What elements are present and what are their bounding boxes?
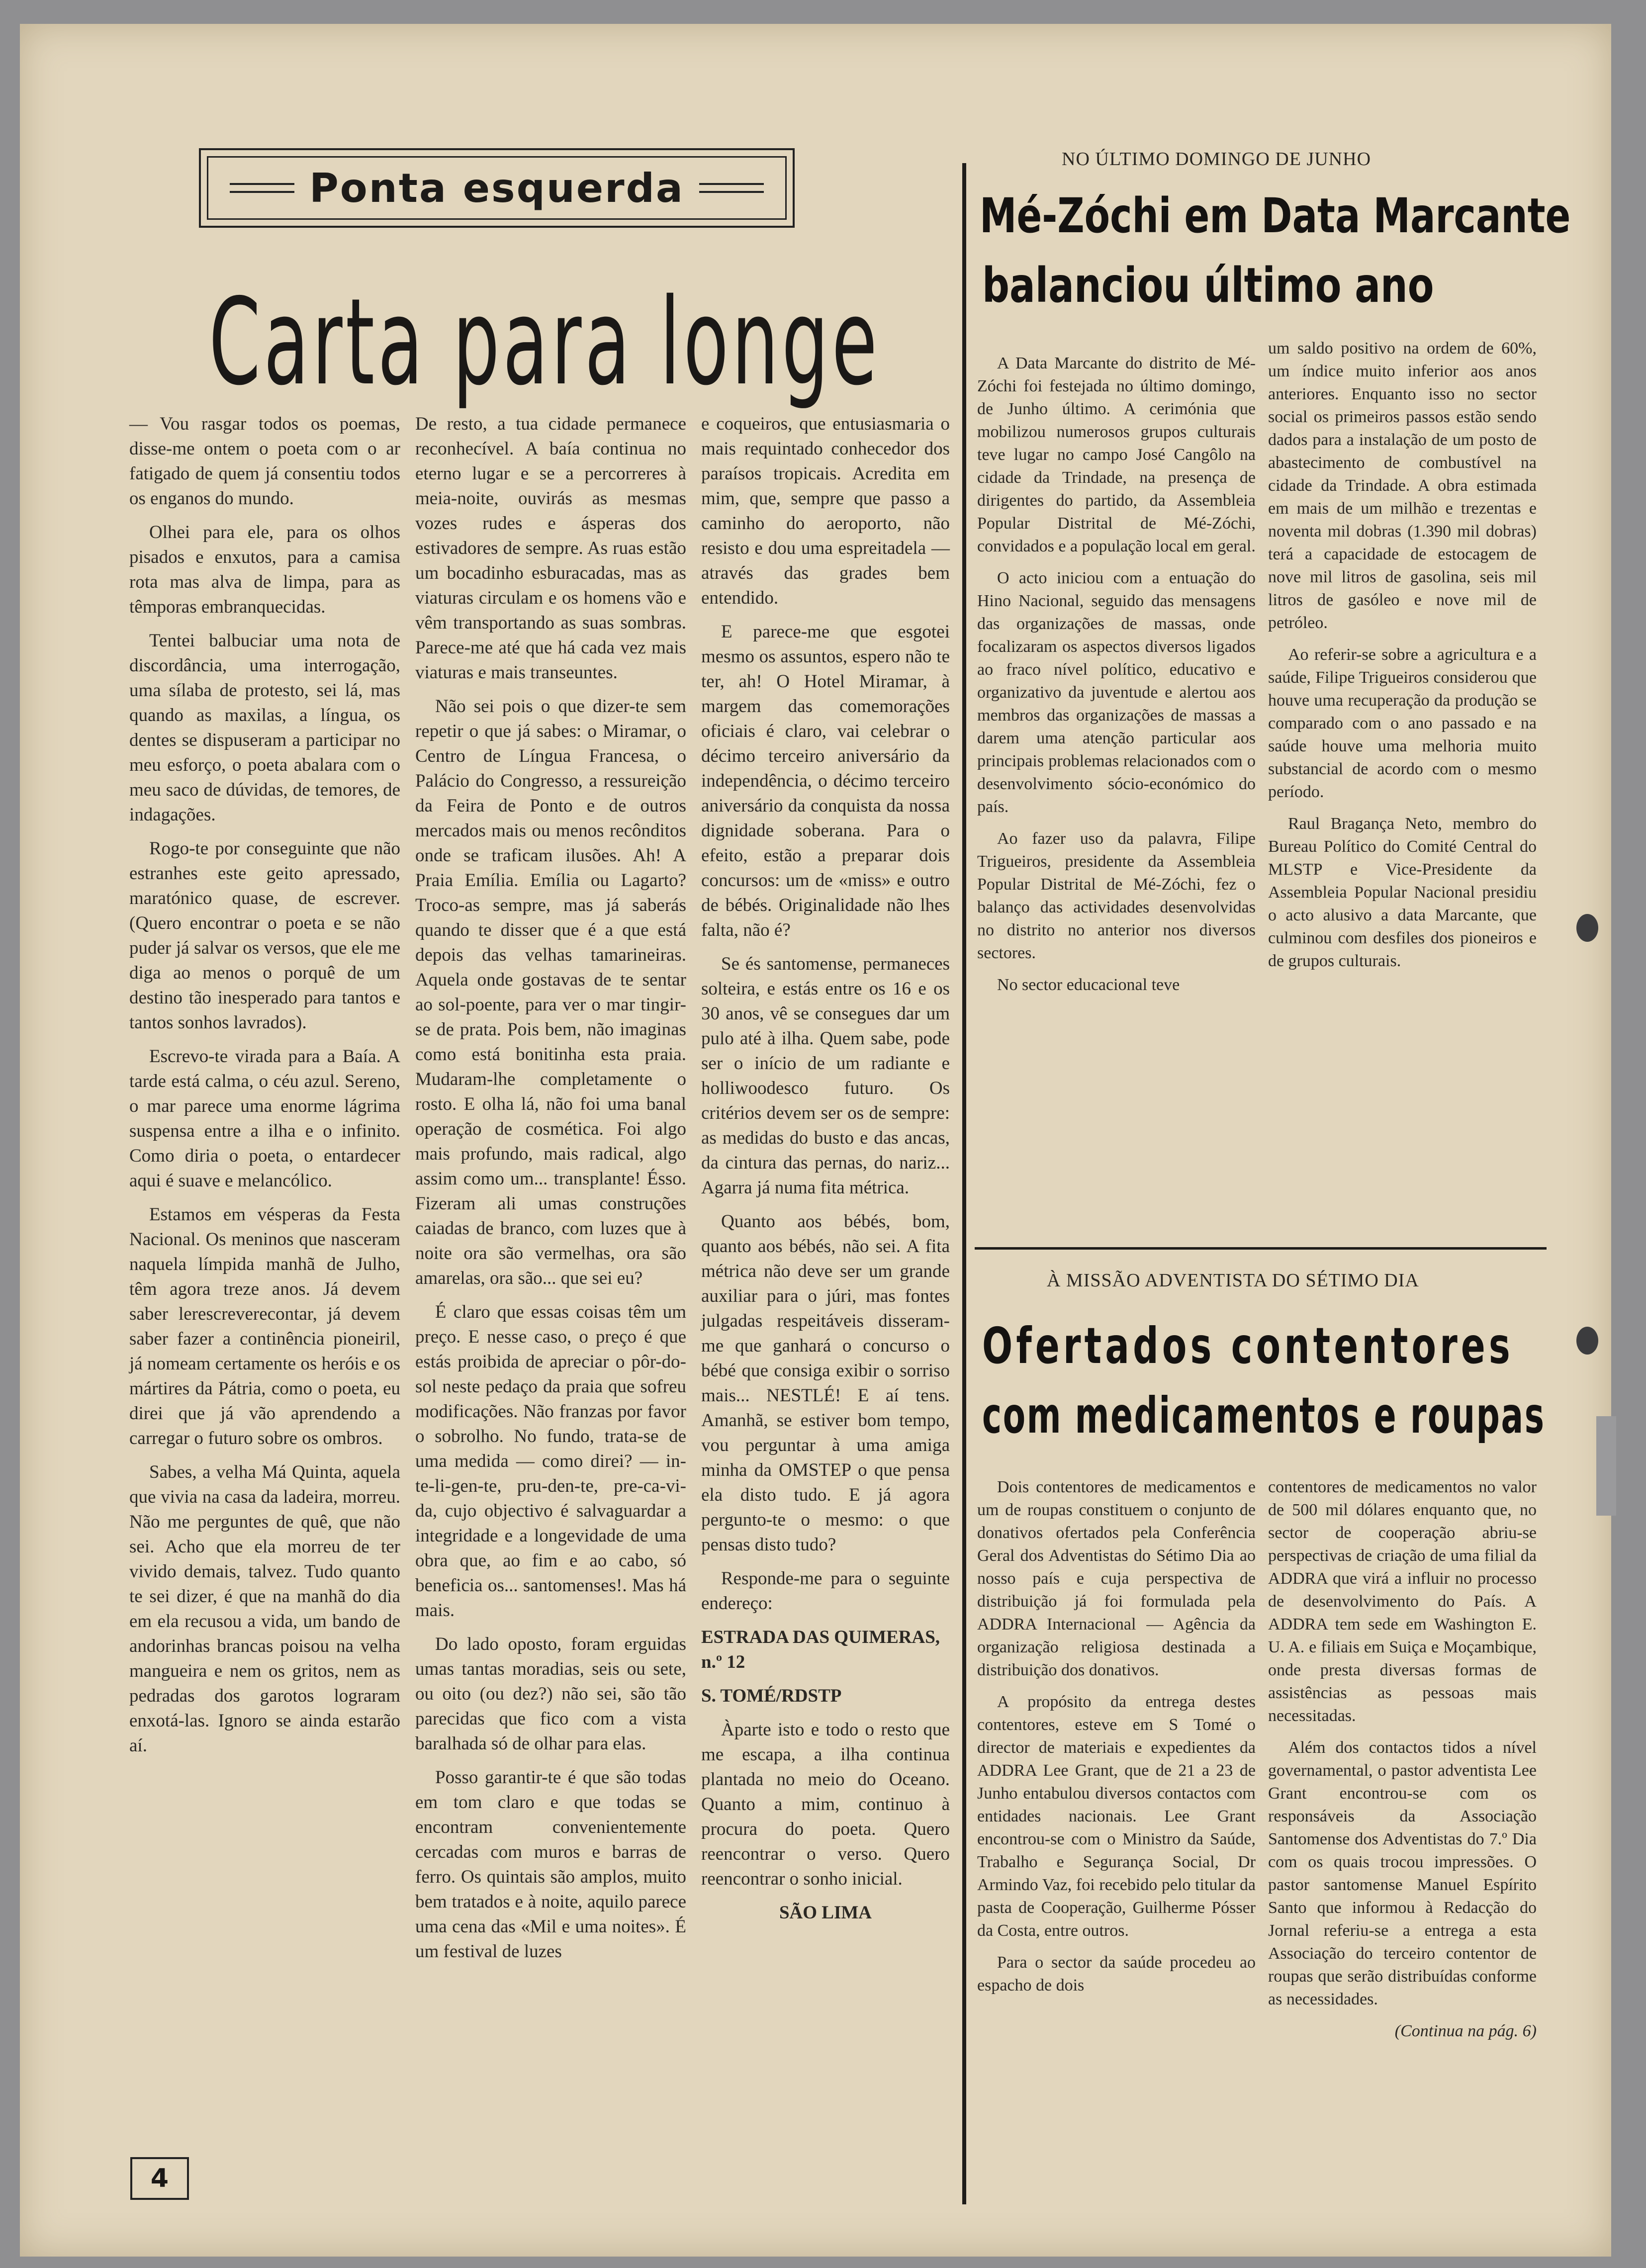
paragraph: Posso garantir-te é que são todas em tom claro e que todas se encontram convenientemente cercadas com muros e barras de ferro. Os quintais são amplos, muito bem tratados e à noite, aquilo parece uma cena das «Mil e uma noites». É um festival de luzes xyxy=(415,1767,686,1962)
paragraph: Do lado oposto, foram erguidas umas tantas moradias, seis ou sete, ou oito (ou dez?) não sei, são tão parecidas que fico com a vista baralhada só de olhar para elas. xyxy=(415,1634,686,1754)
paragraph: O acto iniciou com a entuação do Hino Nacional, seguido das mensagens das organizações de massas, onde focalizaram os aspectos diversos ligados ao fraco nível político, educativo e organizativo da juventude e alertou aos membros das organizações de massas a darem uma atenção particular aos principais problemas relacionados com o desenvolvimento sócio-económico do país. xyxy=(977,569,1256,816)
newspaper-page xyxy=(20,24,1611,2257)
paragraph: Olhei para ele, para os olhos pisados e enxutos, para a camisa rota mas alva de limpa, para as têmporas embranquecidas. xyxy=(129,522,400,617)
paragraph: É claro que essas coisas têm um preço. E nesse caso, o preço é que estás proibida de apreciar o pôr-do-sol neste pedaço da praia que sofreu modificações. Não franzas por favor o sobrolho. No fundo, trata-se de uma medida — como direi? — in-te-li-gen-te, pru-den-te, pre-ca-vi-da, cujo objectivo é salvaguardar a integridade e a longevidade de uma obra que, ao fim e ao cabo, só beneficia os... santomenses!. Mas há mais. xyxy=(415,1302,686,1621)
left-article-column-3 xyxy=(701,412,950,1934)
section-divider xyxy=(975,1247,1547,1250)
punch-hole xyxy=(1576,1327,1598,1355)
paragraph: Se és santomense, permaneces solteira, e estás entre os 16 e os 30 anos, vê se consegues dar um pulo até à ilha. Quem sabe, pode ser o início de um radiante e holliwoodesco futuro. Os critérios devem ser os de sempre: as medidas do busto e das ancas, da cintura das pernas, do nariz... Agarra já numa fita métrica. xyxy=(701,954,950,1198)
article-kicker: À MISSÃO ADVENTISTA DO SÉTIMO DIA xyxy=(1047,1270,1419,1291)
paragraph: Escrevo-te virada para a Baía. A tarde está calma, o céu azul. Sereno, o mar parece uma enorme lágrima suspensa entre a ilha e o infinito. Como diria o poeta, o entardecer aqui é suave e melancólico. xyxy=(129,1046,400,1191)
paragraph: Àparte isto e todo o resto que me escapa, a ilha continua plantada no meio do Oceano. Quanto a mim, continuo à procura do poeta. Quero reencontrar o verso. Quero reencontrar o sonho inicial. xyxy=(701,1720,950,1889)
article-headline-line1: Ofertados contentores xyxy=(982,1317,1514,1375)
author-signature: SÃO LIMA xyxy=(779,1903,872,1923)
paragraph: A propósito da entrega destes contentores, esteve em S Tomé o director de materiais e expedientes da ADDRA Lee Grant, que de 21 a 23 de Junho entabulou diversos contactos com entidades nacionais. Lee Grant encontrou-se com o Ministro da Saúde, Trabalho e Segurança Social, Dr Armindo Vaz, foi recebido pelo titular da pasta de Cooperação, Guilherme Pósser da Costa, entre outros. xyxy=(977,1693,1256,1940)
paragraph: um saldo positivo na ordem de 60%, um índice muito inferior aos anos anteriores. Enquanto isso no sector social os primeiros passos estão sendo dados para a instalação de um posto de abastecimento de combustível na cidade da Trindade. A obra estimada em mais de um milhão e trezentas e noventa mil dobras (1.390 mil dobras) terá a capacidade de estocagem de nove mil litros de gasolina, seis mil litros de gasóleo e nove mil de petróleo. xyxy=(1268,339,1537,632)
section-rubric-frame xyxy=(199,148,795,228)
right-top-column-2 xyxy=(1268,337,1537,982)
paragraph: A Data Marcante do distrito de Mé-Zóchi foi festejada no último domingo, de Junho último. A cerimónia que mobilizou numerosos grupos culturais teve lugar no campo José Cangôlo na cidade da Trindade, na presença de dirigentes do partido, da Assembleia Popular Distrital de Mé-Zóchi, convidados e a população local em geral. xyxy=(977,354,1256,555)
section-rubric: Ponta esquerda xyxy=(309,165,684,211)
paragraph: Tentei balbuciar uma nota de discordância, uma interrogação, uma sílaba de protesto, sei lá, mas quando as maxilas, a língua, os dentes se dispuseram a participar no meu esforço, o poeta abalara com o meu saco de dúvidas, de temores, de indagações. xyxy=(129,631,400,825)
paragraph: No sector educacional teve xyxy=(997,976,1180,994)
paragraph: E parece-me que esgotei mesmo os assuntos, espero não te ter, ah! O Hotel Miramar, à margem das comemorações oficiais é claro, vai celebrar o décimo terceiro aniversário da independência, o décimo terceiro aniversário da conquista da nossa dignidade soberana. Para o efeito, estão a preparar dois concursos: um de «miss» e outro de bébés. Originalidade não lhes falta, não é? xyxy=(701,622,950,940)
rubric-left-dash xyxy=(230,183,294,193)
paragraph: Sabes, a velha Má Quinta, aquela que vivia na casa da ladeira, morreu. Não me perguntes de quê, que não sei. Acho que ela morreu de ter vivido demais, talvez. Tudo quanto te sei dizer, é que na manhã do dia em ela recusou a vida, um bando de andorinhas brancas poisou na velha mangueira e nem os gritos, nem as pedradas dos garotos lograram enxotá-las. Ignoro se ainda estarão aí. xyxy=(129,1462,400,1756)
paragraph: Raul Bragança Neto, membro do Bureau Político do Comité Central do MLSTP e Vice-Presidente da Assembleia Popular Nacional presidiu o acto alusivo a data Marcante, que culminou com desfiles dos pioneiros e de grupos culturais. xyxy=(1268,815,1537,970)
article-headline-line2: balanciou último ano xyxy=(982,258,1434,313)
article-title: Carta para longe xyxy=(209,272,881,412)
paragraph: Estamos em vésperas da Festa Nacional. Os meninos que nasceram naquela límpida manhã de Julho, têm agora treze anos. Já devem saber lerescreverecontar, já devem saber fazer a continência pioneiril, já nomeam certamente os heróis e os mártires da Pátria, como o poeta, eu direi que já vão aprendendo a carregar o futuro sobre os ombros. xyxy=(129,1204,400,1449)
address: ESTRADA DAS QUIMERAS, n.º 12 xyxy=(701,1627,940,1672)
paragraph: Para o sector da saúde procedeu ao espacho de dois xyxy=(977,1953,1256,1995)
article-headline-line2: com medicamentos e roupas xyxy=(982,1386,1546,1445)
paragraph: Dois contentores de medicamentos e um de roupas constituem o conjunto de donativos ofertados pela Conferência Geral dos Adventistas do Sétimo Dia ao nosso país e cuja perspectiva de distribuição já foi formulada pela ADDRA Internacional — Agência da organização religiosa destinada a distribuição dos donativos. xyxy=(977,1478,1256,1679)
left-article-column-1 xyxy=(129,412,400,1767)
article-kicker: NO ÚLTIMO DOMINGO DE JUNHO xyxy=(1062,149,1372,170)
right-top-column-1 xyxy=(977,352,1256,1005)
paragraph: Ao referir-se sobre a agricultura e a saúde, Filipe Trigueiros considerou que houve uma recuperação da produção se comparado com o ano passado e na saúde houve uma melhoria muito substancial de acordo com o mesmo período. xyxy=(1268,645,1537,801)
right-bottom-column-2 xyxy=(1268,1476,1537,2052)
column-divider xyxy=(962,163,966,2204)
paragraph: Não sei pois o que dizer-te sem repetir o que já sabes: o Miramar, o Centro de Língua Francesa, o Palácio do Congresso, a ressureição da Feira de Ponto e de outros mercados mais ou menos recônditos onde se traficam ilusões. Ah! A Praia Emília. Emília ou Lagarto? Troco-as sempre, mas já saberás quando te disser que é a que está depois das velhas tamarineiras. Aquela onde gostavas de te sentar ao sol-poente, para ver o mar tingir-se de prata. Pois bem, não imaginas como está bonitinha esta praia. Mudaram-lhe completamente o rosto. E olha lá, não foi uma banal operação de cosmética. Foi algo mais profundo, mais radical, algo assim como um... transplante! Ésso. Fizeram ali umas construções caiadas de branco, com luzes que à noite ora são vermelhas, ora são amarelas, ora são... que sei eu? xyxy=(415,696,686,1288)
continued-note: (Continua na pág. 6) xyxy=(1394,2022,1537,2040)
paragraph: Ao fazer uso da palavra, Filipe Trigueiros, presidente da Assembleia Popular Distrital de Mé-Zóchi, fez o balanço das actividades desenvolvidas no distrito no anterior nos diversos sectores. xyxy=(977,829,1256,962)
paragraph: Rogo-te por conseguinte que não estranhes este geito apressado, maratónico quase, de escrever. (Quero encontrar o poeta e se não puder já salvar os versos, que ele me diga ao menos o porquê de um destino tão inesperado para tantos e tantos sonhos lavrados). xyxy=(129,838,400,1033)
paragraph: Quanto aos bébés, bom, quanto aos bébés, não sei. A fita métrica não deve ser um grande auxiliar para o júri, mas fontes julgadas respeitáveis disseram-me que ganhará o concurso o bébé que consiga exibir o sorriso mais... NESTLÉ! E aí tens. Amanhã, se estiver bom tempo, vou perguntar à uma amiga minha da OMSTEP o que pensa ela disto tudo. E já agora pergunto-te o mesmo: o que pensas disto tudo? xyxy=(701,1211,950,1555)
torn-edge xyxy=(1596,1416,1616,1516)
paragraph: — Vou rasgar todos os poemas, disse-me ontem o poeta com o ar fatigado de quem já consentiu todos os enganos do mundo. xyxy=(129,414,400,509)
paragraph: De resto, a tua cidade permanece reconhecível. A baía continua no eterno lugar e se a percorreres à meia-noite, ouvirás as mesmas vozes rudes e ásperas dos estivadores de sempre. As ruas estão um bocadinho esburacadas, mas as viaturas circulam e os homens vão e vêm transportando as suas sombras. Parece-me até que há cada vez mais viaturas e mais transeuntes. xyxy=(415,414,686,683)
punch-hole xyxy=(1576,914,1598,942)
article-headline-line1: Mé-Zóchi em Data Marcante xyxy=(980,188,1571,244)
left-article-column-2 xyxy=(415,412,686,1973)
rubric-right-dash xyxy=(699,183,764,193)
paragraph: e coqueiros, que entusiasmaria o mais requintado conhecedor dos paraísos tropicais. Acredita em mim, que, sempre que passo a caminho do aeroporto, não resisto e dou uma espreitadela — através das grades bem entendido. xyxy=(701,414,950,608)
paragraph: Além dos contactos tidos a nível governamental, o pastor adventista Lee Grant encontrou-se com os responsáveis da Associação Santomense dos Adventistas do 7.º Dia com os quais trocou impressões. O pastor santomense Manuel Espírito Santo que informou à Redacção do Jornal referiu-se a entrega a esta Associação do terceiro contentor de roupas que serão distribuídas conforme as necessidades. xyxy=(1268,1738,1537,2008)
paragraph: Responde-me para o seguinte endereço: xyxy=(701,1568,950,1614)
section-rubric-inner-frame xyxy=(207,156,787,220)
page-number: 4 xyxy=(130,2157,189,2200)
right-bottom-column-1 xyxy=(977,1476,1256,2006)
paragraph: contentores de medicamentos no valor de 500 mil dólares enquanto que, no sector de cooperação abriu-se perspectivas de criação de uma filial da ADDRA que virá a influir no processo de desenvolvimento do País. A ADDRA tem sede em Washington E. U. A. e filiais em Suiça e Moçambique, onde presta diversas formas de assistências as pessoas mais necessitadas. xyxy=(1268,1478,1537,1725)
city: S. TOMÉ/RDSTP xyxy=(701,1686,842,1706)
